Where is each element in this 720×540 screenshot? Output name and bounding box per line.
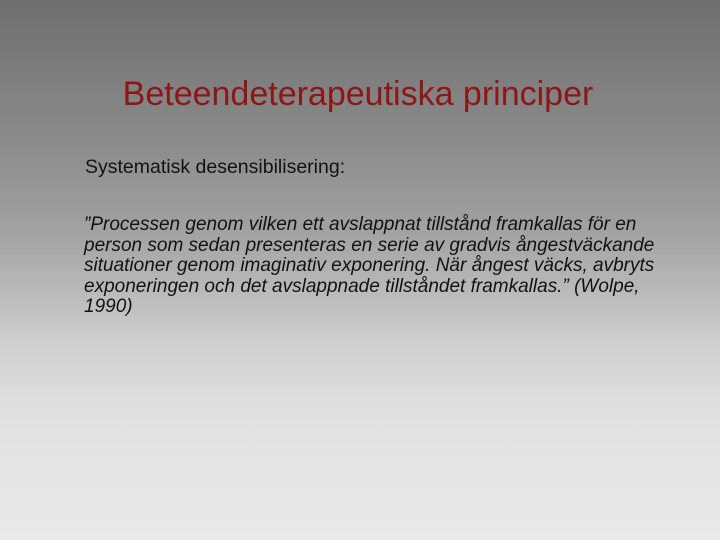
quote-line: person som sedan presenteras en serie av gradvis ångestväckande [84, 234, 655, 256]
quote-line: situationer genom imaginativ exponering. När ångest väcks, avbryts [84, 255, 655, 276]
quote-line: ”Processen genom vilken ett avslappnat tillstånd framkallas för en [84, 214, 637, 235]
quote-paragraph [84, 215, 664, 318]
quote-line: exponeringen och det avslappnade tillståndet framkallas.” (Wolpe, [84, 275, 640, 297]
subtitle-text: Systematisk desensibilisering: [85, 156, 346, 178]
quote-line: 1990) [84, 296, 133, 317]
slide-title: Beteendeterapeutiska principer [122, 75, 594, 113]
